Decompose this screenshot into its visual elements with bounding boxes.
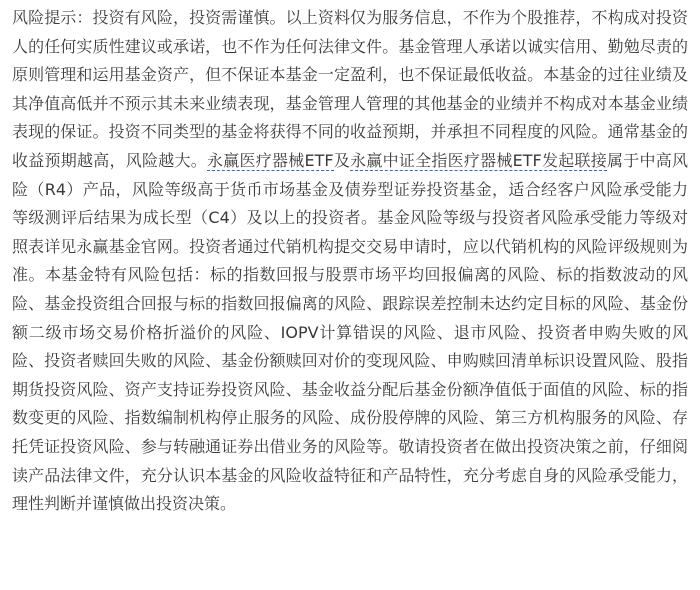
risk-disclosure-intro: 风险提示：投资有风险，投资需谨慎。以上资料仅为服务信息，不作为个股推荐，不构成对投资人的任何实质性建议或承诺，也不作为任何法律文件。基金管理人承诺以诚实信用、勤勉尽责的原则管理和运用基金资产，但不保证本基金一定盈利，也不保证最低收益。本基金的过往业绩及其净值高低并不预示其未来业绩表现，基金管理人管理的其他基金的业绩并不构成对本基金业绩表现的保证。投资不同类型的基金将获得不同的收益预期，并承担不同程度的风险。通常基金的收益预期越高，风险越大。 <box>12 8 688 170</box>
risk-disclosure-body: 属于中高风险（R4）产品，风险等级高于货币市场基金及债券型证券投资基金，适合经客户风险承受能力等级测评后结果为成长型（C4）及以上的投资者。基金风险等级与投资者风险承受能力等级对照表详见永赢基金官网。投资者通过代销机构提交交易申请时，应以代销机构的风险评级规则为准。本基金特有风险包括：标的指数回报与股票市场平均回报偏离的风险、标的指数波动的风险、基金投资组合回报与标的指数回报偏离的风险、跟踪误差控制未达约定目标的风险、基金份额二级市场交易价格折溢价的风险、IOPV计算错误的风险、退市风险、投资者申购失败的风险、投资者赎回失败的风险、基金份额赎回对价的变现风险、申购赎回清单标识设置风险、股指期货投资风险、资产支持证券投资风险、基金收益分配后基金份额净值低于面值的风险、标的指数变更的风险、指数编制机构停止服务的风险、成份股停牌的风险、第三方机构服务的风险、存托凭证投资风险、参与转融通证券出借业务的风险等。敬请投资者在做出投资决策之前，仔细阅读产品法律文件，充分认识本基金的风险收益特征和产品特性，充分考虑自身的风险承受能力，理性判断并谨慎做出投资决策。 <box>12 150 688 514</box>
fund-connector: 及 <box>333 150 351 170</box>
fund-link-medical-device-etf-feeder[interactable]: 永赢中证全指医疗器械ETF发起联接 <box>350 150 607 170</box>
fund-link-medical-device-etf[interactable]: 永赢医疗器械ETF <box>207 150 334 170</box>
